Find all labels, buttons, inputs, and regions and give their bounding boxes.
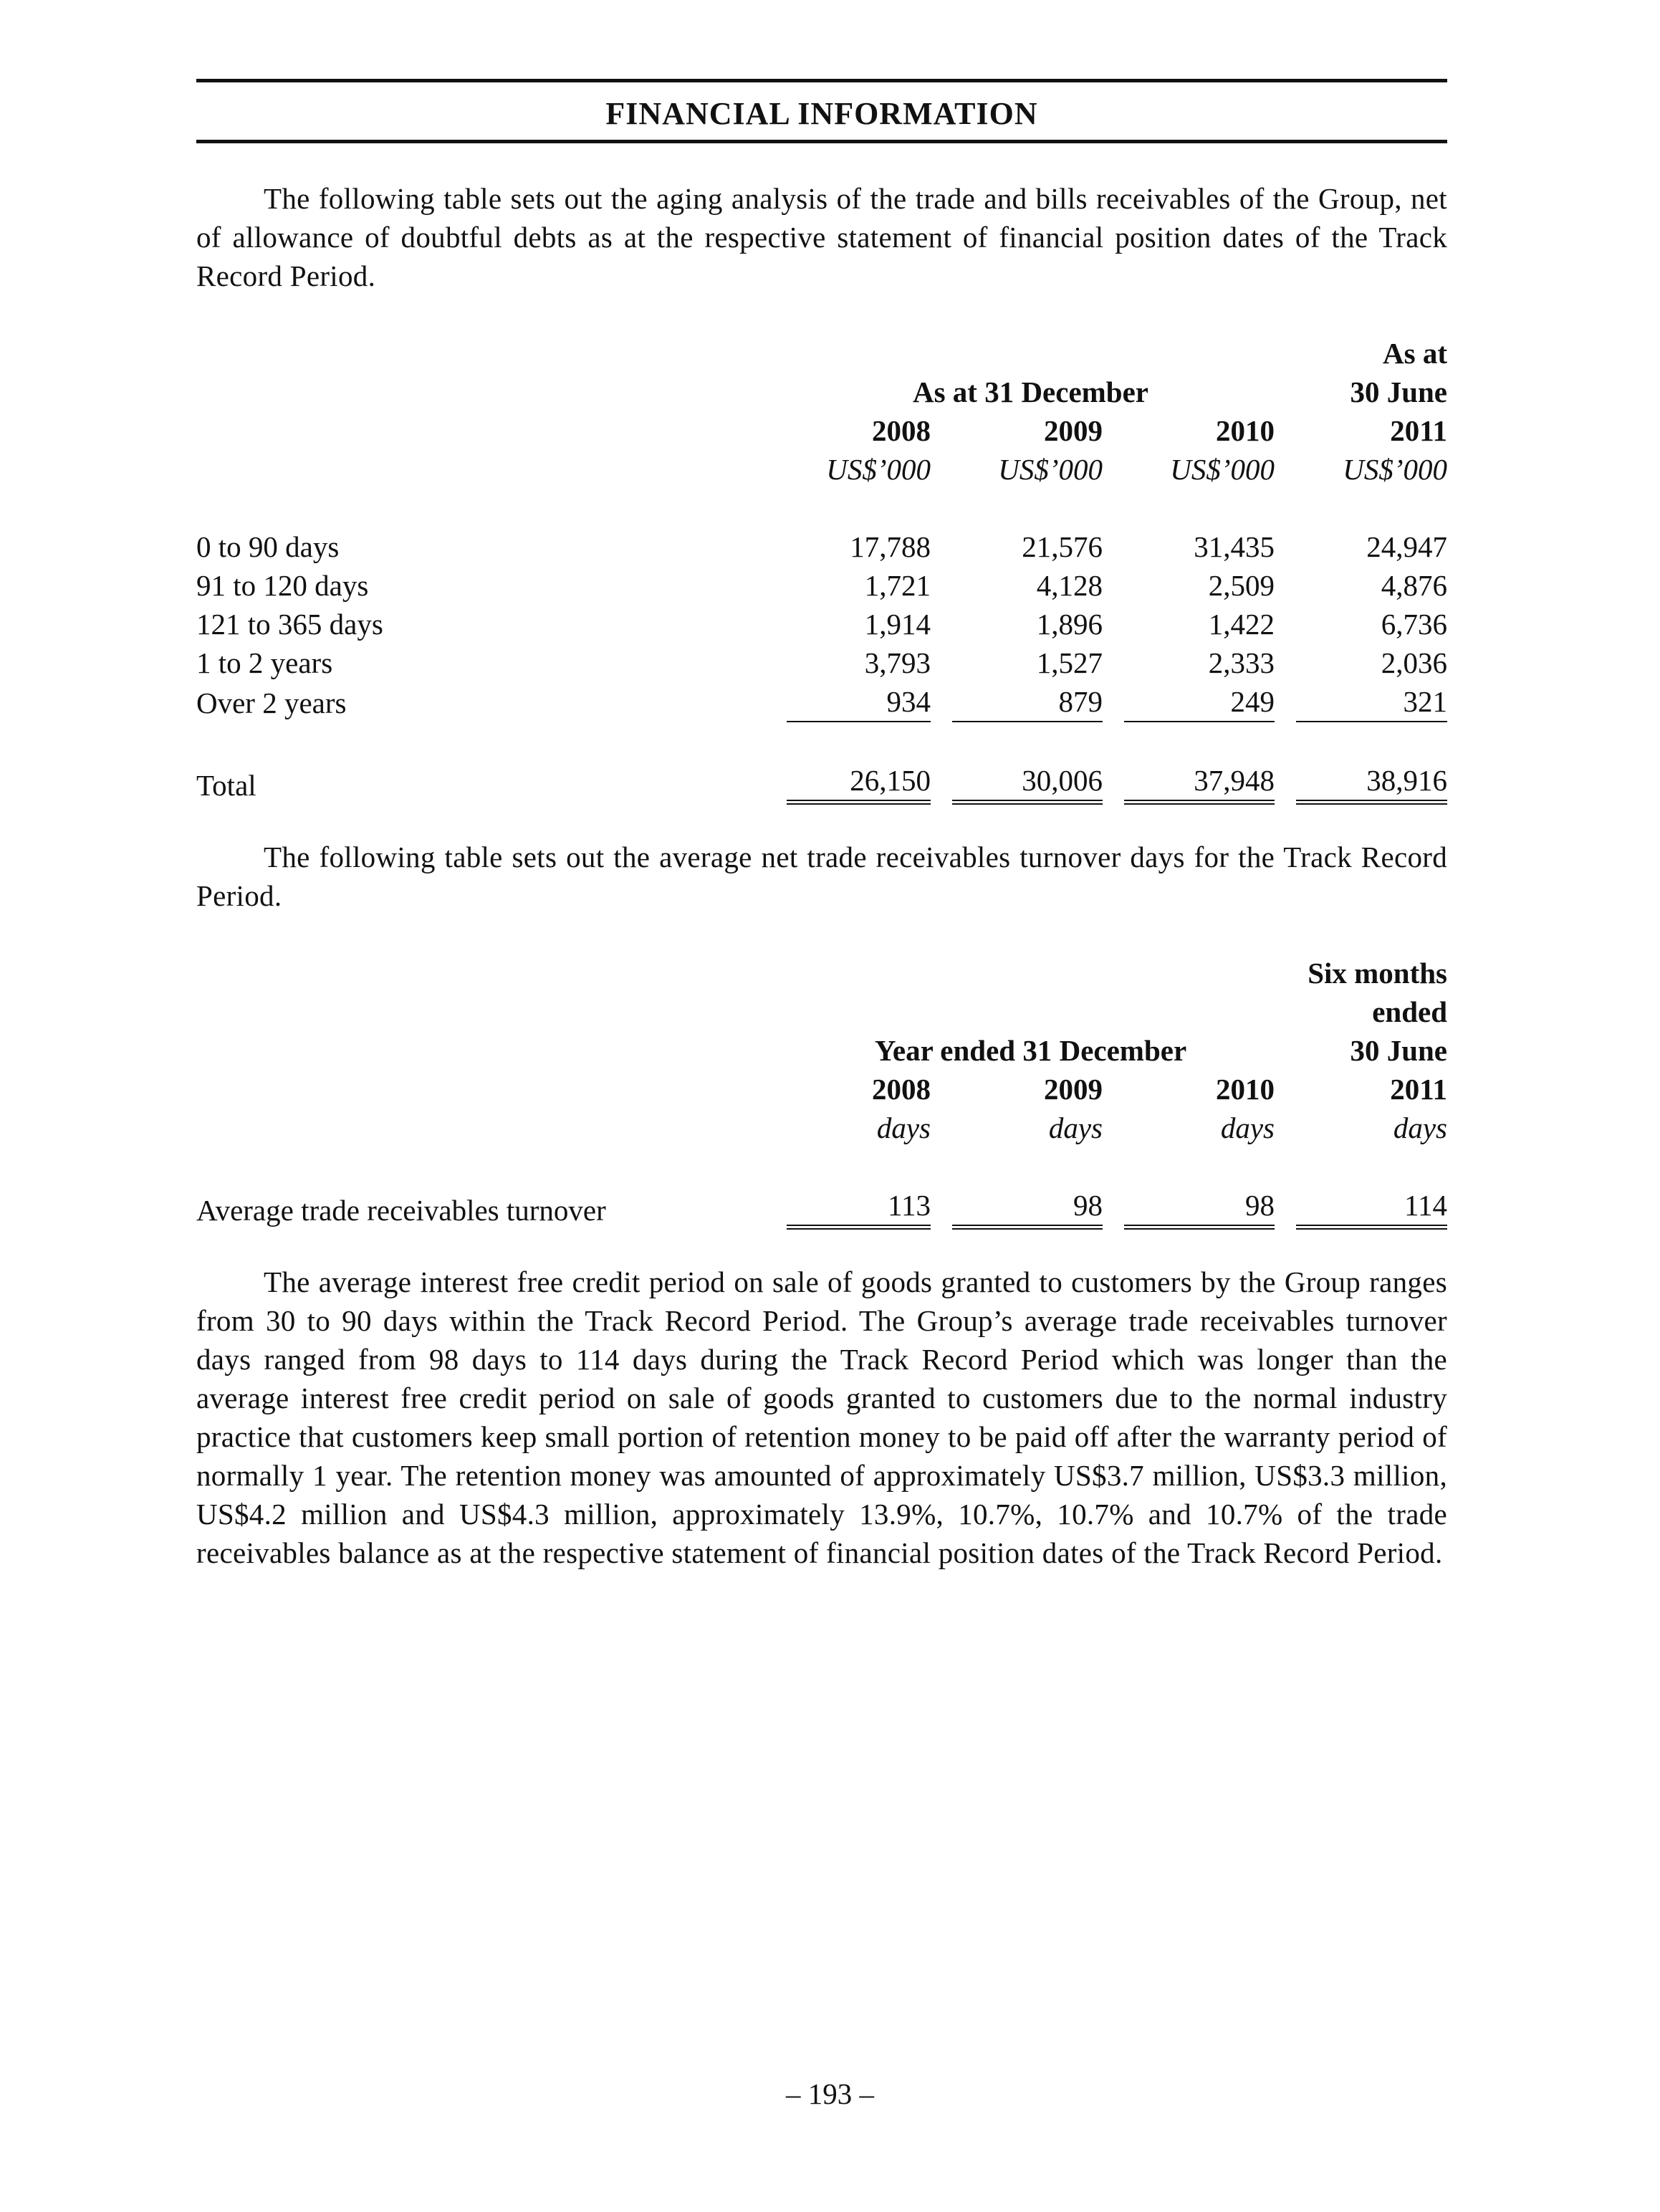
table-header-row — [196, 1109, 1447, 1147]
year-header: 2008 — [872, 414, 931, 447]
column-header-as-at: As at — [1383, 337, 1447, 370]
total-cell: 26,150 — [787, 761, 931, 805]
table-header-row — [196, 1031, 1447, 1070]
table-cell: 1,896 — [1036, 608, 1103, 641]
group-header: Year ended 31 December — [874, 1034, 1187, 1067]
table-cell: 1,914 — [864, 608, 931, 641]
table-header-row — [196, 411, 1447, 450]
table-cell: 31,435 — [1194, 530, 1275, 563]
row-label: 0 to 90 days — [196, 530, 340, 563]
table-row — [196, 643, 1447, 682]
year-header: 2009 — [1044, 1073, 1103, 1106]
table-header-row — [196, 992, 1447, 1031]
table-cell: 2,509 — [1208, 569, 1275, 602]
table-cell: 1,422 — [1208, 608, 1275, 641]
year-header: 2009 — [1044, 414, 1103, 447]
row-label: 1 to 2 years — [196, 646, 333, 679]
table-cell: 934 — [787, 682, 931, 722]
column-header-ended: ended — [1372, 995, 1447, 1028]
table-cell: 114 — [1296, 1186, 1447, 1230]
total-cell: 37,948 — [1124, 761, 1275, 805]
table-row — [196, 682, 1447, 722]
table-cell: 249 — [1124, 682, 1275, 722]
unit-header: days — [876, 1111, 931, 1144]
table-header-row — [196, 334, 1447, 373]
table-row — [196, 1186, 1447, 1230]
table-cell: 98 — [952, 1186, 1103, 1230]
table-header-row — [196, 373, 1447, 411]
group-header: As at 31 December — [912, 375, 1149, 408]
table-cell: 2,036 — [1381, 646, 1447, 679]
table-cell: 6,736 — [1381, 608, 1447, 641]
year-header: 2011 — [1390, 414, 1447, 447]
table-cell: 2,333 — [1208, 646, 1275, 679]
row-label: Over 2 years — [196, 686, 347, 719]
table-cell: 4,128 — [1036, 569, 1103, 602]
table-cell: 98 — [1124, 1186, 1275, 1230]
table-cell: 4,876 — [1381, 569, 1447, 602]
turnover-intro-paragraph: The following table sets out the average net trade receivables turnover days for the Track Record Period. — [196, 841, 1447, 912]
table-cell: 17,788 — [850, 530, 931, 563]
row-label: Average trade receivables turnover — [196, 1194, 606, 1227]
table-cell: 3,793 — [864, 646, 931, 679]
year-header: 2010 — [1216, 414, 1275, 447]
page-header — [196, 79, 1447, 143]
unit-header: US$’000 — [826, 453, 931, 486]
unit-header: US$’000 — [1343, 453, 1447, 486]
closing-paragraph: The average interest free credit period on sale of goods granted to customers by the Group ranges from 30 to 90 days within the Track Record Period. The Group’s average trade receivables turnover days ranged from 98 days to 114 days during the Track Record Period which was longer than the average interest free credit period on sale of goods granted to customers due to the normal industry practice that customers keep small portion of retention money to be paid off after the warranty period of normally 1 year. The retention money was amounted of approximately US$3.7 million, US$3.3 million, US$4.2 million and US$4.3 million, approximately 13.9%, 10.7%, 10.7% and 10.7% of the trade receivables balance as at the respective statement of financial position dates of the Track Record Period. — [196, 1265, 1447, 1569]
column-header-30-june: 30 June — [1350, 375, 1447, 408]
column-header-six-months: Six months — [1308, 957, 1447, 990]
table-cell: 1,721 — [864, 569, 931, 602]
table-cell: 321 — [1296, 682, 1447, 722]
total-cell: 38,916 — [1296, 761, 1447, 805]
table-header-row — [196, 954, 1447, 992]
table-cell: 21,576 — [1022, 530, 1103, 563]
unit-header: days — [1393, 1111, 1447, 1144]
total-cell: 30,006 — [952, 761, 1103, 805]
column-header-30-june: 30 June — [1350, 1034, 1447, 1067]
page-number: – 193 – — [786, 2077, 874, 2110]
year-header: 2008 — [872, 1073, 931, 1106]
table-cell: 1,527 — [1036, 646, 1103, 679]
year-header: 2011 — [1390, 1073, 1447, 1106]
row-label: 121 to 365 days — [196, 608, 383, 641]
unit-header: days — [1220, 1111, 1275, 1144]
table-cell: 113 — [787, 1186, 931, 1230]
year-header: 2010 — [1216, 1073, 1275, 1106]
intro-paragraph: The following table sets out the aging analysis of the trade and bills receivables of the Group, net of allowance of doubtful debts as at the respective statement of financial position dates of the Track Record Period. — [196, 182, 1447, 292]
document-page — [196, 79, 1447, 1572]
unit-header: US$’000 — [998, 453, 1103, 486]
table-header-row — [196, 1070, 1447, 1109]
unit-header: days — [1048, 1111, 1103, 1144]
table-cell: 24,947 — [1366, 530, 1447, 563]
row-label: 91 to 120 days — [196, 569, 369, 602]
turnover-days-table — [196, 954, 1447, 1230]
row-label: Total — [196, 769, 256, 802]
table-row — [196, 566, 1447, 605]
unit-header: US$’000 — [1170, 453, 1275, 486]
table-row — [196, 527, 1447, 566]
table-cell: 879 — [952, 682, 1103, 722]
total-row — [196, 761, 1447, 805]
aging-analysis-table — [196, 334, 1447, 805]
table-header-row — [196, 450, 1447, 489]
table-row — [196, 605, 1447, 643]
page-title: FINANCIAL INFORMATION — [605, 96, 1038, 131]
